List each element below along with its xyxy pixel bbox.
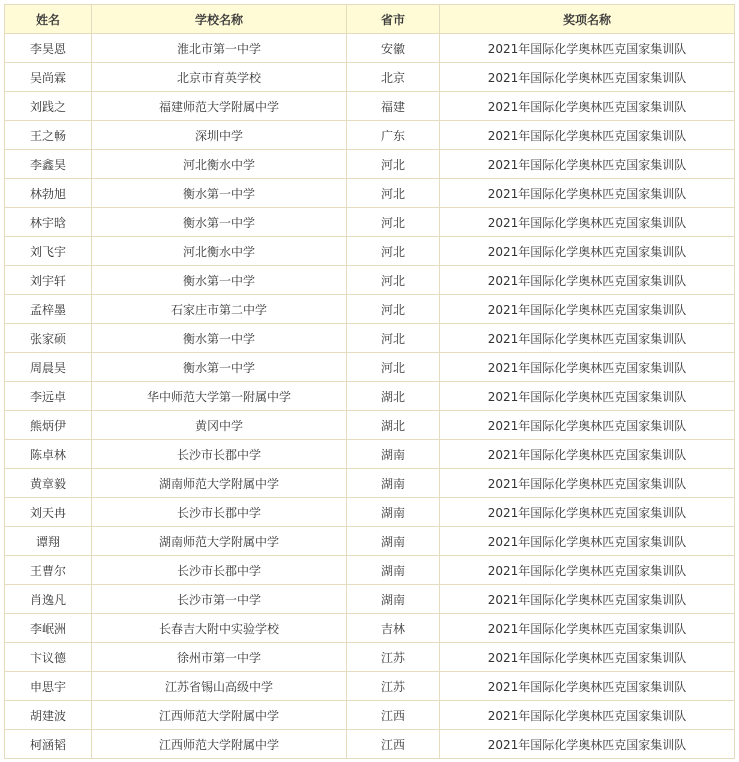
cell-name: 王曹尔 — [5, 556, 92, 585]
table-row — [5, 556, 735, 585]
cell-province: 河北 — [347, 324, 440, 353]
cell-school: 徐州市第一中学 — [92, 643, 347, 672]
cell-name: 柯涵韬 — [5, 730, 92, 759]
cell-name: 林勃旭 — [5, 179, 92, 208]
cell-name: 陈卓林 — [5, 440, 92, 469]
cell-school: 深圳中学 — [92, 121, 347, 150]
cell-school: 北京市育英学校 — [92, 63, 347, 92]
cell-school: 江西师范大学附属中学 — [92, 701, 347, 730]
cell-award: 2021年国际化学奥林匹克国家集训队 — [440, 92, 735, 121]
cell-award: 2021年国际化学奥林匹克国家集训队 — [440, 121, 735, 150]
cell-name: 刘宇轩 — [5, 266, 92, 295]
cell-name: 胡建波 — [5, 701, 92, 730]
table-row — [5, 701, 735, 730]
table-row — [5, 121, 735, 150]
cell-province: 北京 — [347, 63, 440, 92]
cell-province: 湖南 — [347, 556, 440, 585]
cell-province: 河北 — [347, 150, 440, 179]
cell-school: 衡水第一中学 — [92, 324, 347, 353]
cell-award: 2021年国际化学奥林匹克国家集训队 — [440, 63, 735, 92]
cell-award: 2021年国际化学奥林匹克国家集训队 — [440, 701, 735, 730]
cell-province: 湖南 — [347, 440, 440, 469]
cell-school: 衡水第一中学 — [92, 179, 347, 208]
cell-school: 华中师范大学第一附属中学 — [92, 382, 347, 411]
cell-name: 卞议德 — [5, 643, 92, 672]
cell-name: 黄章毅 — [5, 469, 92, 498]
cell-name: 谭翔 — [5, 527, 92, 556]
cell-award: 2021年国际化学奥林匹克国家集训队 — [440, 614, 735, 643]
cell-name: 周晨昊 — [5, 353, 92, 382]
cell-school: 淮北市第一中学 — [92, 34, 347, 63]
cell-school: 衡水第一中学 — [92, 353, 347, 382]
header-school: 学校名称 — [92, 5, 347, 34]
table-row — [5, 527, 735, 556]
cell-name: 吴尚霖 — [5, 63, 92, 92]
table-header — [5, 5, 735, 34]
cell-award: 2021年国际化学奥林匹克国家集训队 — [440, 556, 735, 585]
table-row — [5, 382, 735, 411]
table-row — [5, 324, 735, 353]
cell-school: 衡水第一中学 — [92, 266, 347, 295]
table-row — [5, 208, 735, 237]
cell-province: 江苏 — [347, 672, 440, 701]
cell-school: 福建师范大学附属中学 — [92, 92, 347, 121]
cell-award: 2021年国际化学奥林匹克国家集训队 — [440, 295, 735, 324]
cell-province: 安徽 — [347, 34, 440, 63]
table-row — [5, 643, 735, 672]
cell-name: 李昊恩 — [5, 34, 92, 63]
cell-school: 长春吉大附中实验学校 — [92, 614, 347, 643]
cell-province: 湖北 — [347, 382, 440, 411]
table-row — [5, 672, 735, 701]
cell-award: 2021年国际化学奥林匹克国家集训队 — [440, 440, 735, 469]
table-row — [5, 498, 735, 527]
header-award: 奖项名称 — [440, 5, 735, 34]
header-province: 省市 — [347, 5, 440, 34]
cell-province: 河北 — [347, 295, 440, 324]
cell-award: 2021年国际化学奥林匹克国家集训队 — [440, 469, 735, 498]
cell-school: 河北衡水中学 — [92, 150, 347, 179]
cell-award: 2021年国际化学奥林匹克国家集训队 — [440, 498, 735, 527]
cell-award: 2021年国际化学奥林匹克国家集训队 — [440, 672, 735, 701]
cell-name: 李远卓 — [5, 382, 92, 411]
cell-school: 黄冈中学 — [92, 411, 347, 440]
table-row — [5, 469, 735, 498]
cell-name: 王之畅 — [5, 121, 92, 150]
cell-province: 湖北 — [347, 411, 440, 440]
cell-province: 江苏 — [347, 643, 440, 672]
cell-award: 2021年国际化学奥林匹克国家集训队 — [440, 353, 735, 382]
cell-award: 2021年国际化学奥林匹克国家集训队 — [440, 730, 735, 759]
cell-province: 河北 — [347, 179, 440, 208]
cell-school: 长沙市第一中学 — [92, 585, 347, 614]
table-row — [5, 353, 735, 382]
cell-award: 2021年国际化学奥林匹克国家集训队 — [440, 411, 735, 440]
cell-name: 李鑫昊 — [5, 150, 92, 179]
award-roster-table — [4, 4, 735, 759]
cell-province: 湖南 — [347, 585, 440, 614]
table-row — [5, 585, 735, 614]
cell-name: 孟梓墨 — [5, 295, 92, 324]
cell-name: 刘飞宇 — [5, 237, 92, 266]
cell-province: 河北 — [347, 266, 440, 295]
cell-award: 2021年国际化学奥林匹克国家集训队 — [440, 266, 735, 295]
table-row — [5, 92, 735, 121]
cell-name: 刘践之 — [5, 92, 92, 121]
cell-name: 刘天冉 — [5, 498, 92, 527]
table-row — [5, 266, 735, 295]
cell-school: 长沙市长郡中学 — [92, 440, 347, 469]
table-row — [5, 179, 735, 208]
cell-province: 河北 — [347, 353, 440, 382]
table-row — [5, 34, 735, 63]
cell-award: 2021年国际化学奥林匹克国家集训队 — [440, 208, 735, 237]
cell-award: 2021年国际化学奥林匹克国家集训队 — [440, 585, 735, 614]
cell-school: 石家庄市第二中学 — [92, 295, 347, 324]
cell-school: 湖南师范大学附属中学 — [92, 469, 347, 498]
cell-province: 湖南 — [347, 469, 440, 498]
cell-name: 肖逸凡 — [5, 585, 92, 614]
table-row — [5, 730, 735, 759]
table-row — [5, 63, 735, 92]
cell-province: 江西 — [347, 701, 440, 730]
cell-award: 2021年国际化学奥林匹克国家集训队 — [440, 527, 735, 556]
header-name: 姓名 — [5, 5, 92, 34]
cell-name: 熊炳伊 — [5, 411, 92, 440]
cell-province: 广东 — [347, 121, 440, 150]
cell-school: 长沙市长郡中学 — [92, 498, 347, 527]
cell-province: 湖南 — [347, 527, 440, 556]
cell-school: 衡水第一中学 — [92, 208, 347, 237]
table-row — [5, 440, 735, 469]
table-row — [5, 411, 735, 440]
table-row — [5, 614, 735, 643]
table-row — [5, 150, 735, 179]
cell-award: 2021年国际化学奥林匹克国家集训队 — [440, 382, 735, 411]
cell-school: 河北衡水中学 — [92, 237, 347, 266]
cell-province: 湖南 — [347, 498, 440, 527]
cell-province: 江西 — [347, 730, 440, 759]
cell-school: 长沙市长郡中学 — [92, 556, 347, 585]
cell-award: 2021年国际化学奥林匹克国家集训队 — [440, 179, 735, 208]
cell-school: 江苏省锡山高级中学 — [92, 672, 347, 701]
table-body — [5, 34, 735, 759]
table-row — [5, 237, 735, 266]
cell-award: 2021年国际化学奥林匹克国家集训队 — [440, 150, 735, 179]
cell-name: 张家硕 — [5, 324, 92, 353]
cell-province: 吉林 — [347, 614, 440, 643]
cell-province: 河北 — [347, 208, 440, 237]
table-row — [5, 295, 735, 324]
cell-school: 江西师范大学附属中学 — [92, 730, 347, 759]
cell-name: 林宇晗 — [5, 208, 92, 237]
header-row — [5, 5, 735, 34]
cell-award: 2021年国际化学奥林匹克国家集训队 — [440, 34, 735, 63]
cell-award: 2021年国际化学奥林匹克国家集训队 — [440, 643, 735, 672]
cell-province: 河北 — [347, 237, 440, 266]
cell-name: 李岷洲 — [5, 614, 92, 643]
cell-name: 申思宇 — [5, 672, 92, 701]
cell-province: 福建 — [347, 92, 440, 121]
cell-award: 2021年国际化学奥林匹克国家集训队 — [440, 324, 735, 353]
cell-award: 2021年国际化学奥林匹克国家集训队 — [440, 237, 735, 266]
cell-school: 湖南师范大学附属中学 — [92, 527, 347, 556]
